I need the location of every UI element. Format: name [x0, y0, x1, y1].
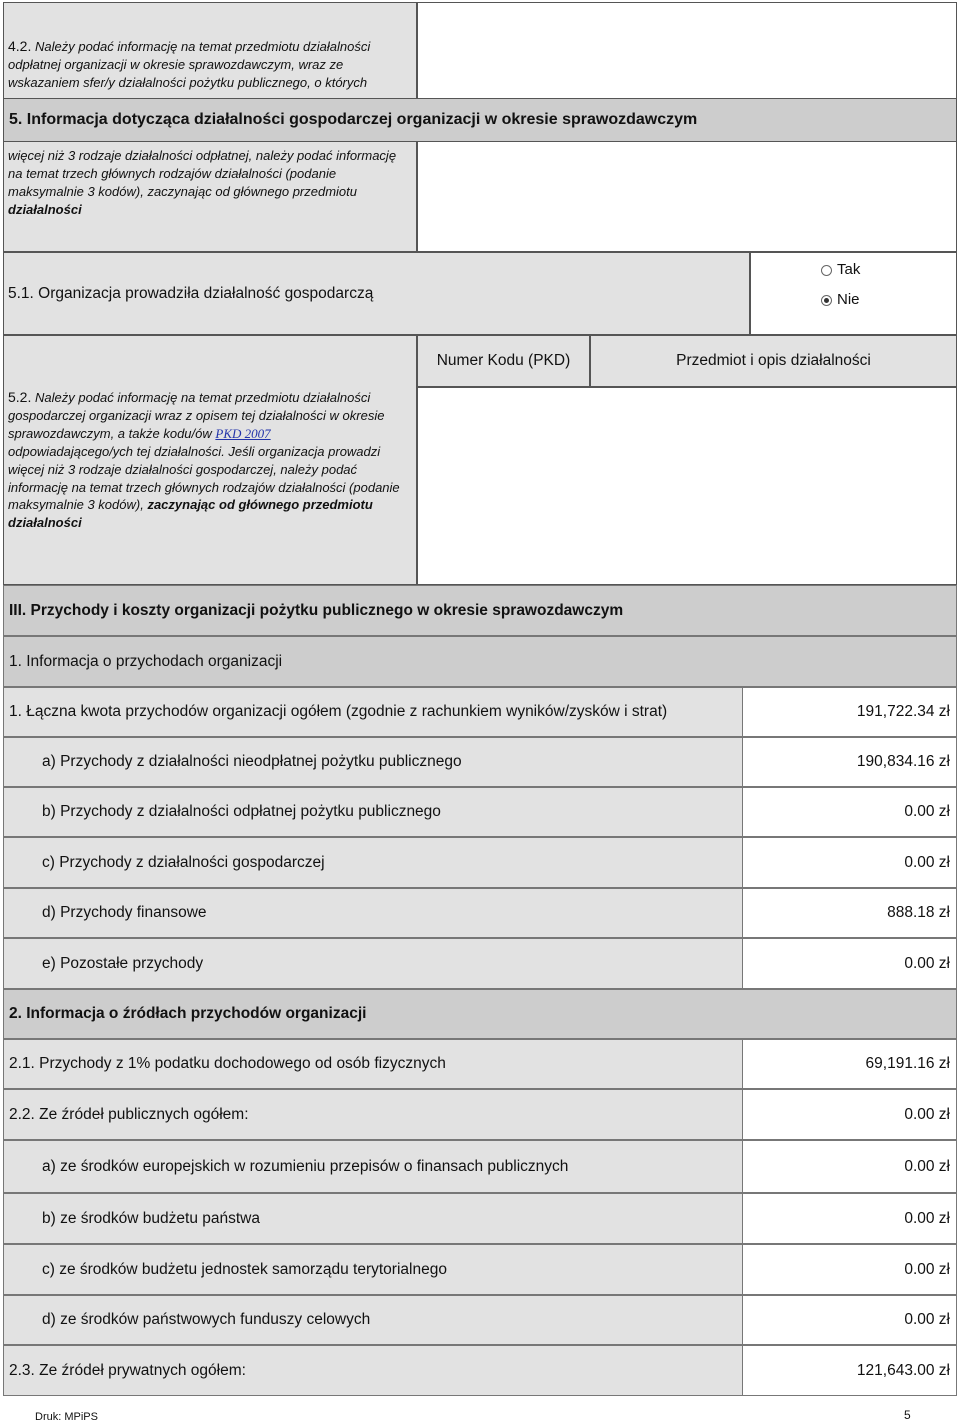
- row-amount: 0.00 zł: [904, 1311, 950, 1328]
- option-tak[interactable]: [821, 261, 860, 278]
- row-label: d) Przychody finansowe: [42, 904, 207, 921]
- row-label: 1. Łączna kwota przychodów organizacji ogółem (zgodnie z rachunkiem wyników/zysków i strat): [9, 703, 668, 720]
- section-5-title: 5. Informacja dotycząca działalności gospodarczej organizacji w okresie sprawozdawczym: [9, 111, 698, 128]
- row-label: 2.2. Ze źródeł publicznych ogółem:: [9, 1105, 249, 1123]
- option-tak-label: Tak: [837, 261, 861, 278]
- row-label: e) Pozostałe przychody: [42, 954, 204, 972]
- table-row: [3, 1244, 957, 1295]
- income-info-title: 1. Informacja o przychodach organizacji: [9, 652, 283, 670]
- section-iii-title: III. Przychody i koszty organizacji pożytku publicznego w okresie sprawozdawczym: [9, 601, 624, 619]
- row-label: b) ze środków budżetu państwa: [42, 1209, 260, 1227]
- section-5-header: [3, 98, 957, 142]
- section-iii-sub2: [3, 989, 957, 1039]
- section-5-2-number: 5.2.: [8, 389, 32, 405]
- row-label: 2.3. Ze źródeł prywatnych ogółem:: [9, 1361, 246, 1379]
- section-4-2-line: maksymalnie 3 kodów), zaczynając od głównego przedmiotu: [8, 183, 358, 199]
- table-row: [3, 687, 957, 737]
- section-5-2-line: zaczynając od głównego przedmiotu: [147, 497, 373, 513]
- row-label: c) ze środków budżetu jednostek samorządu terytorialnego: [42, 1260, 447, 1278]
- income-sources-title: 2. Informacja o źródłach przychodów organizacji: [9, 1005, 367, 1022]
- section-5-2-value-area: [417, 387, 957, 585]
- section-5-2-text: [8, 389, 416, 532]
- col-header-desc-label: Przedmiot i opis działalności: [676, 352, 871, 369]
- row-amount: 0.00 zł: [904, 853, 950, 871]
- row-amount: 0.00 zł: [904, 803, 950, 820]
- section-5-1-label: 5.1. Organizacja prowadziła działalność gospodarczą: [8, 285, 374, 302]
- section-5-2-line: maksymalnie 3 kodów),: [8, 497, 144, 513]
- section-4-2-text: [8, 38, 413, 92]
- section-5-2-line: informację na temat trzech głównych rodzajów działalności (podanie: [8, 479, 400, 495]
- section-5-2-line: działalności: [8, 515, 82, 531]
- table-row: [3, 1345, 957, 1396]
- section-5-1-options: [750, 252, 957, 335]
- row-label: b) Przychody z działalności odpłatnej pożytku publicznego: [42, 803, 441, 820]
- section-5-2-line: sprawozdawczym, a także kodu/ów: [8, 425, 212, 441]
- row-label: 2.1. Przychody z 1% podatku dochodowego od osób fizycznych: [9, 1055, 446, 1072]
- row-amount: 121,643.00 zł: [856, 1361, 950, 1379]
- row-amount: 191,722.34 zł: [856, 703, 950, 720]
- section-4-2-line: wskazaniem sfer/y działalności pożytku publicznego, o których: [8, 74, 368, 90]
- row-label: c) Przychody z działalności gospodarczej: [42, 853, 325, 871]
- table-row: [3, 1089, 957, 1140]
- table-row: [3, 1140, 957, 1193]
- footer-page-number: [904, 1408, 911, 1422]
- table-row: [3, 938, 957, 989]
- section-4-2-line: odpłatnej organizacji w okresie sprawozdawczym, wraz ze: [8, 56, 344, 72]
- row-label: d) ze środków państwowych funduszy celowych: [42, 1311, 371, 1328]
- radio-tak-icon[interactable]: [821, 265, 832, 276]
- col-header-pkd: [417, 335, 590, 387]
- option-nie-label: Nie: [837, 291, 860, 308]
- table-row: [3, 1295, 957, 1345]
- row-amount: 0.00 zł: [904, 1105, 950, 1123]
- section-4-2-line: Należy podać informację na temat przedmiotu działalności: [34, 39, 371, 54]
- row-label: a) Przychody z działalności nieodpłatnej pożytku publicznego: [42, 753, 462, 770]
- section-5-2-line: odpowiadającego/ych tej działalności. Jeśli organizacja prowadzi: [8, 443, 381, 459]
- table-row: [3, 837, 957, 888]
- row-amount: 0.00 zł: [904, 1209, 950, 1227]
- table-row: [3, 737, 957, 787]
- row-amount: 888.18 zł: [887, 904, 950, 921]
- option-nie[interactable]: [821, 291, 860, 308]
- row-amount: 69,191.16 zł: [865, 1055, 950, 1072]
- row-amount: 0.00 zł: [904, 1260, 950, 1278]
- table-row: [3, 1193, 957, 1244]
- section-5-2-line: gospodarczej organizacji wraz z opisem tej działalności w okresie: [8, 407, 385, 423]
- section-4-2-text-lower: [8, 147, 413, 219]
- section-4-2-line: na temat trzech głównych rodzajów działalności (podanie: [8, 165, 337, 181]
- page-number: 5: [904, 1408, 911, 1422]
- col-header-pkd-label: Numer Kodu (PKD): [436, 352, 571, 369]
- section-4-2-line: działalności: [8, 201, 82, 217]
- section-5-1-row: [3, 252, 750, 335]
- pkd-2007-link[interactable]: PKD 2007: [215, 425, 271, 441]
- footer-print-label: Druk: MPiPS: [35, 1411, 98, 1423]
- radio-nie-icon[interactable]: [821, 295, 832, 306]
- section-4-2-number: 4.2.: [8, 38, 32, 54]
- row-label: a) ze środków europejskich w rozumieniu przepisów o finansach publicznych: [42, 1157, 569, 1175]
- table-row: [3, 888, 957, 938]
- section-iii-header: [3, 585, 957, 636]
- row-amount: 0.00 zł: [904, 1157, 950, 1175]
- table-row: [3, 787, 957, 837]
- section-4-2-line: więcej niż 3 rodzaje działalności odpłatnej, należy podać informację: [8, 148, 397, 163]
- row-amount: 190,834.16 zł: [856, 753, 950, 770]
- section-iii-sub1: [3, 636, 957, 687]
- table-row: [3, 1039, 957, 1089]
- col-header-desc: [590, 335, 957, 387]
- section-5-2-line: więcej niż 3 rodzaje działalności gospodarczej, należy podać: [8, 461, 358, 477]
- row-amount: 0.00 zł: [904, 954, 950, 972]
- footer-left: [35, 1411, 98, 1423]
- section-5-2-line: Należy podać informację na temat przedmiotu działalności: [34, 390, 371, 405]
